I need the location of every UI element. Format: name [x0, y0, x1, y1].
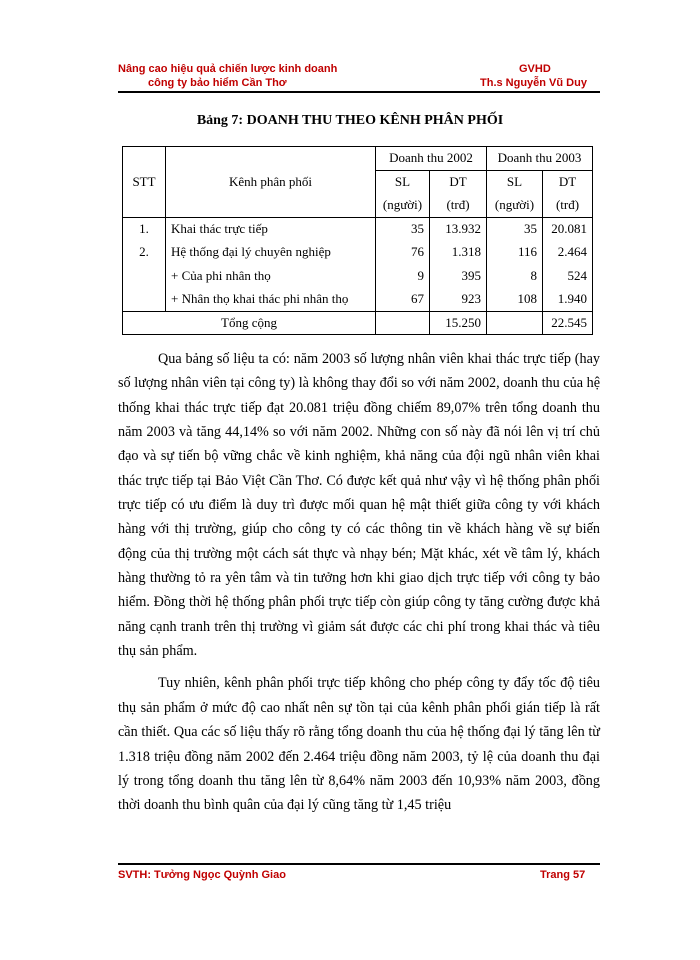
- header-dt-2002: DT: [430, 170, 487, 194]
- footer-divider: [118, 863, 600, 865]
- table-row: 2. Hệ thống đại lý chuyên nghiệp 76 1.318 116 2.464: [123, 241, 593, 265]
- table-total-row: [123, 311, 593, 335]
- revenue-table: [122, 146, 593, 335]
- table-row: 1. Khai thác trực tiếp 35 13.932 35 20.081: [123, 217, 593, 241]
- footer-student-name: SVTH: Tưởng Ngọc Quỳnh Giao: [118, 869, 286, 881]
- header-dt-2003: DT: [543, 170, 593, 194]
- header-stt-label: STT: [123, 170, 166, 194]
- header-channel-top: [166, 147, 376, 171]
- table-title: Bảng 7: DOANH THU THEO KÊNH PHÂN PHỐI: [196, 113, 504, 128]
- table-row: + Của phi nhân thọ 9 395 8 524: [123, 264, 593, 288]
- footer-page-number: Trang 57: [540, 869, 586, 881]
- header-year-2003: Doanh thu 2003: [487, 147, 593, 171]
- total-label: Tổng cộng: [123, 311, 376, 335]
- total-dt-2002: 15.250: [430, 311, 487, 335]
- header-company-name: công ty bảo hiểm Cần Thơ: [148, 77, 287, 89]
- total-dt-2003: 22.545: [543, 311, 593, 335]
- paragraph: Qua bảng số liệu ta có: năm 2003 số lượng nhân viên khai thác trực tiếp (hay số lượng nhân viên tại công ty) là không thay đổi so với năm 2002, doanh thu của hệ thống khai thác trực tiếp đạt 20.081 triệu đồng chiếm 89,07% trên tổng doanh thu năm 2003 và tăng 44,14% so với năm 2002. Những con số này đã nói lên vị trí chủ đạo và sự tiến bộ vững chắc về kinh nghiệm, khả năng của đội ngũ nhân viên khai thác trực tiếp tại Bảo Việt Cần Thơ. Có được kết quả như vậy vì hệ thống phân phối trực tiếp có ưu điểm là duy trì được mối quan hệ mật thiết giữa công ty với khách hàng với thị trường, giúp cho công ty có các thông tin về khách hàng về sự biến động của thị trường một cách sát thực và nhạy bén; Mặt khác, xét về tâm lý, khách hàng thường tỏ ra yên tâm và tin tưởng hơn khi giao dịch trực tiếp với công ty bảo hiểm. Đồng thời hệ thống phân phối trực tiếp còn giúp công ty tăng cường được khả năng cạnh tranh trên thị trường vì giảm sát được các chi phí trong khai thác và tiêu thụ sản phẩm.: [118, 351, 600, 660]
- header-document-title: Nâng cao hiệu quả chiến lược kinh doanh: [118, 63, 338, 75]
- header-sl-unit-2002: (người): [376, 194, 430, 218]
- header-stt: [123, 147, 166, 171]
- header-divider: [118, 91, 600, 93]
- header-advisor-name: Th.s Nguyễn Vũ Duy: [480, 77, 587, 89]
- header-year-2002: Doanh thu 2002: [376, 147, 487, 171]
- header-sl-2003: SL: [487, 170, 543, 194]
- body-text: [118, 347, 600, 826]
- header-channel-label: Kênh phân phối: [166, 170, 376, 194]
- header-sl-unit-2003: (người): [487, 194, 543, 218]
- table-row: + Nhân thọ khai thác phi nhân thọ 67 923 108 1.940: [123, 288, 593, 312]
- paragraph: Tuy nhiên, kênh phân phối trực tiếp không cho phép công ty đẩy tốc độ tiêu thụ sản phẩm ở mức độ cao nhất nên sự tồn tại của kênh phân phối gián tiếp là rất cần thiết. Qua các số liệu thấy rõ rằng tổng doanh thu của hệ thống đại lý tăng lên từ 1.318 triệu đồng năm 2002 đến 2.464 triệu đồng năm 2003, tỷ lệ của doanh thu đại lý trong tổng doanh thu tăng lên từ 8,64% năm 2003 đến 10,93% năm 2003, đồng thời doanh thu bình quân của đại lý cũng tăng từ 1,45 triệu: [118, 675, 600, 814]
- header-advisor-label: GVHD: [519, 63, 551, 75]
- header-sl-2002: SL: [376, 170, 430, 194]
- header-dt-unit-2003: (trđ): [543, 194, 593, 218]
- header-dt-unit-2002: (trđ): [430, 194, 487, 218]
